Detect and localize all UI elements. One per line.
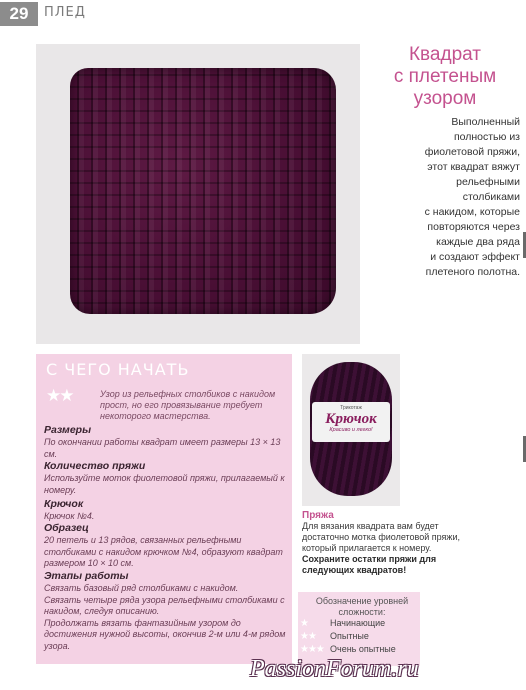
start-heading: С ЧЕГО НАЧАТЬ xyxy=(46,360,190,379)
yarn-label xyxy=(312,402,390,442)
yarn-amount-block xyxy=(44,460,288,496)
sizes-text: По окончании работы квадрат имеет размеры 13 × 13 см. xyxy=(44,437,281,459)
yarn-body: Для вязания квадрата вам будет достаточно мотка фиолетовой пряжи, который прилагается к номеру. xyxy=(302,521,460,553)
description-line: с накидом, которые xyxy=(424,206,520,218)
description-line: столбиками xyxy=(462,191,520,203)
sample-block xyxy=(44,522,288,570)
swatch-photo xyxy=(36,44,360,344)
label-brand: Крючок xyxy=(325,411,377,427)
steps-text-1: Связать базовый ряд столбиками с накидом. xyxy=(44,583,239,593)
article-description xyxy=(368,115,520,280)
title-line: Квадрат xyxy=(408,44,482,65)
star-icon: ★★★ xyxy=(300,644,324,655)
difficulty-text: Узор из рельефных столбиков с накидом прост, но его провязывание требует некоторого мастерства. xyxy=(100,389,276,421)
description-line: Выполненный xyxy=(451,116,520,128)
legend-label: Очень опытные xyxy=(330,644,396,654)
legend-row xyxy=(300,644,420,655)
legend-label: Начинающие xyxy=(330,618,386,628)
watermark: PassionForum.ru xyxy=(250,656,419,682)
description-line: и создают эффект xyxy=(430,251,520,263)
page-number: 29 xyxy=(0,2,38,26)
yarn-info xyxy=(302,510,468,576)
description-line: полностью из xyxy=(453,131,520,143)
steps-text-2: Связать четыре ряда узора рельефными столбиками с накидом, следуя описанию. xyxy=(44,594,285,616)
sample-text: 20 петель и 13 рядов, связанных рельефными столбиками с накидом крючком №4, образуют квадрат размером 10 × 10 см. xyxy=(44,535,283,568)
title-line: узором xyxy=(413,88,477,109)
steps-text-3: Продолжать вязать фантазийным узором до достижения нужной высоты, окончив 2-м или 4-м рядом узора. xyxy=(44,617,286,651)
page-header xyxy=(0,0,526,28)
star-icon: ★★ xyxy=(300,631,316,642)
steps-block xyxy=(44,570,288,652)
yarn-tip: Сохраните остатки пряжи для следующих квадратов! xyxy=(302,554,437,575)
description-line: этот квадрат вяжут xyxy=(427,161,520,173)
difficulty-stars-icon: ★★ xyxy=(46,386,73,405)
yarn-amount-text: Используйте моток фиолетовой пряжи, прилагаемый к номеру. xyxy=(44,473,285,495)
legend-label: Опытные xyxy=(330,631,369,641)
yarn-amount-heading: Количество пряжи xyxy=(44,460,146,472)
legend-row xyxy=(300,631,420,642)
legend-title: Обозначение уровней сложности: xyxy=(315,596,409,617)
description-line: фиолетовой пряжи, xyxy=(424,146,520,158)
description-line: рельефными xyxy=(456,176,520,188)
hook-text: Крючок №4. xyxy=(44,511,95,521)
description-line: плетеного полотна. xyxy=(425,266,520,278)
article-title xyxy=(372,44,518,110)
title-line: с плетеным xyxy=(393,66,497,87)
description-line: повторяются через xyxy=(427,221,520,233)
legend-row xyxy=(300,618,420,629)
steps-heading: Этапы работы xyxy=(44,570,129,582)
description-line: каждые два ряда xyxy=(436,236,520,248)
yarn-photo xyxy=(302,354,400,506)
sizes-block xyxy=(44,424,288,460)
star-icon: ★ xyxy=(300,618,308,629)
hook-block xyxy=(44,498,288,523)
label-top-text: Трикотаж xyxy=(340,405,362,411)
hook-heading: Крючок xyxy=(44,498,84,510)
label-subtitle: Красиво и легко! xyxy=(329,427,373,433)
sample-heading: Образец xyxy=(44,522,89,534)
knitted-swatch-photo xyxy=(70,68,336,314)
sizes-heading: Размеры xyxy=(44,424,92,436)
section-name: ПЛЕД xyxy=(44,5,86,20)
yarn-title: Пряжа xyxy=(302,510,334,521)
